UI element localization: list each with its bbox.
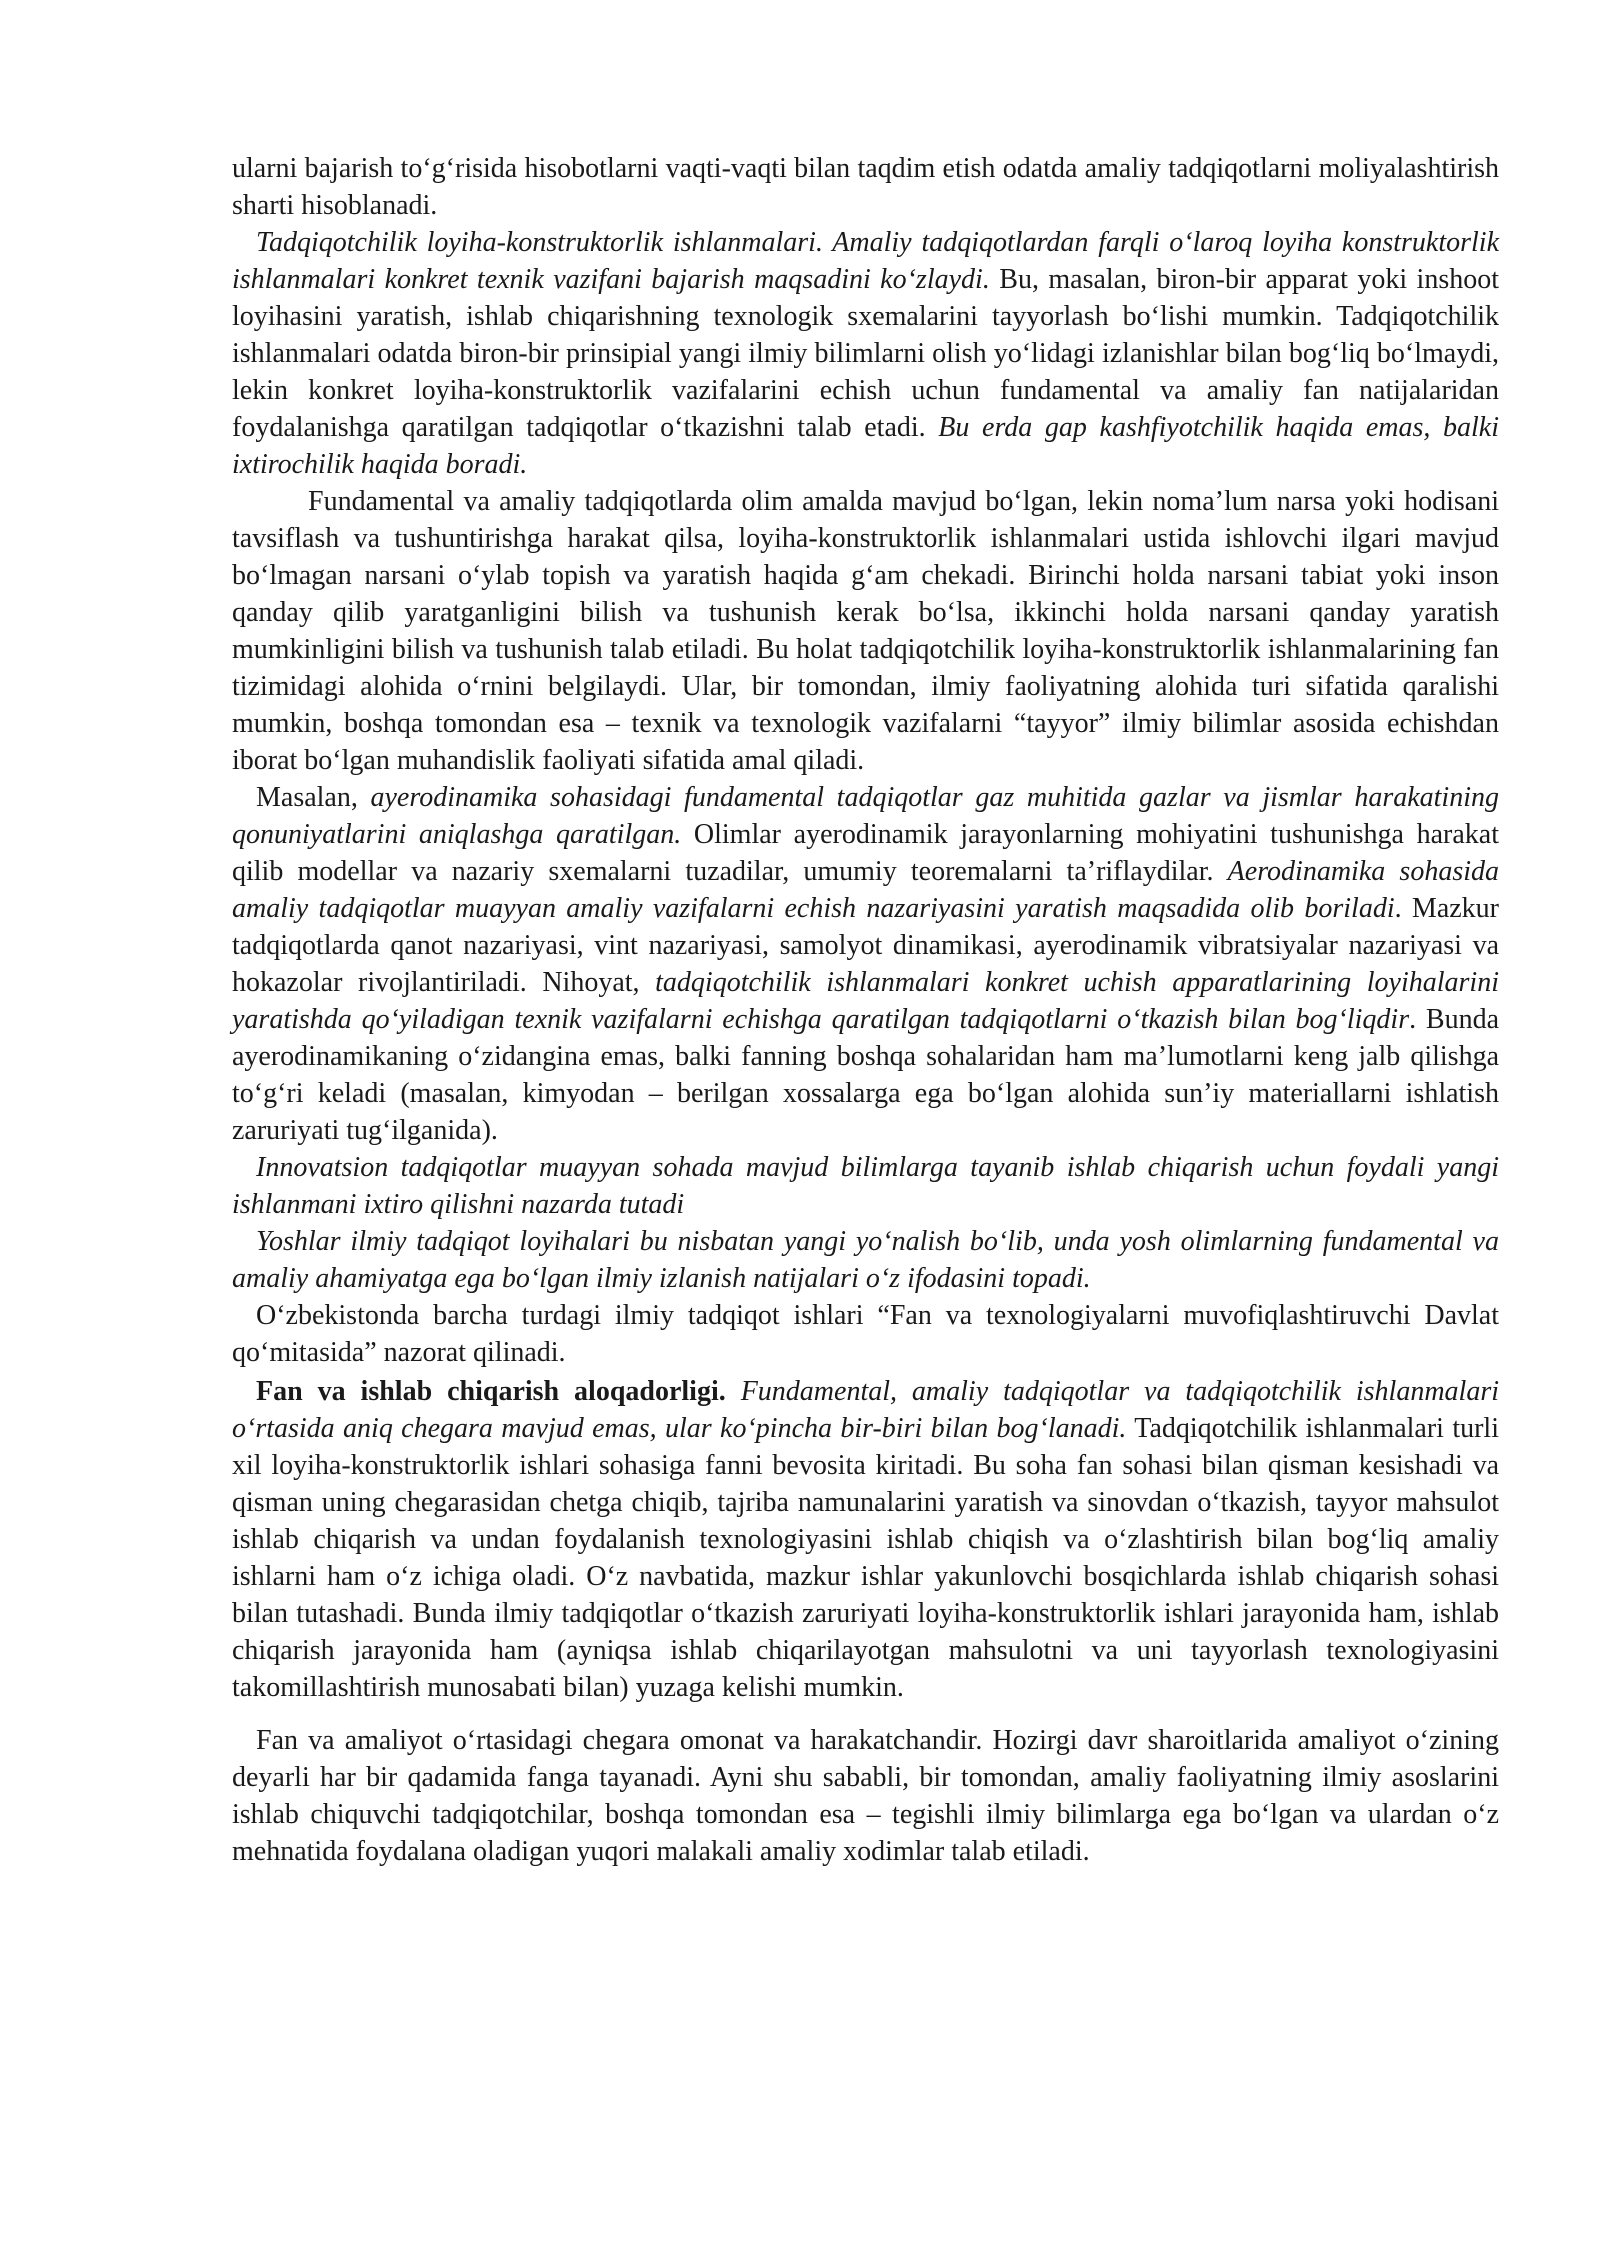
paragraph	[232, 1297, 1499, 1371]
italic-text: Innovatsion tadqiqotlar muayyan sohada mavjud bilimlarga tayanib ishlab chiqarish uchun foydali yangi ishlanmani ixtiro qilishni nazarda tutadi	[232, 1152, 1499, 1220]
paragraph	[232, 224, 1499, 483]
italic-text: Bu erda gap kashfiyotchilik haqida emas, balki ixtirochilik haqida boradi.	[232, 412, 1500, 480]
section-heading: Tadqiqotchilik loyiha-konstruktorlik ishlanmalari.	[256, 227, 823, 258]
paragraph	[232, 1149, 1499, 1223]
paragraph	[232, 1373, 1499, 1706]
italic-text: Aerodinamika sohasida amaliy tadqiqotlar muayyan amaliy vazifalarni echish nazariyasini yaratish maqsadida olib boriladi	[232, 856, 1499, 924]
paragraph	[232, 150, 1499, 224]
paragraph	[232, 779, 1499, 1149]
italic-text: tadqiqotchilik ishlanmalari konkret uchish apparatlarining loyihalarini yaratishda qo‘yiladigan texnik vazifalarni echishga qaratilgan tadqiqotlarni o‘tkazish bilan bog‘liqdir	[232, 967, 1499, 1035]
section-heading: Fan va ishlab chiqarish aloqadorligi.	[256, 1376, 726, 1407]
paragraph-text: ularni bajarish to‘g‘risida hisobotlarni vaqti-vaqti bilan taqdim etish odatda amaliy tadqiqotlarni moliyalashtirish sharti hisoblanadi.	[232, 153, 1499, 221]
paragraph-text: Masalan,	[256, 782, 371, 813]
paragraph-text: Tadqiqotchilik ishlanmalari turli xil loyiha-konstruktorlik ishlari sohasiga fanni bevosita kiritadi. Bu soha fan sohasi bilan qisman kesishadi va qisman uning chegarasidan chetga chiqib, tajriba namunalarini yaratish va sinovdan o‘tkazish, tayyor mahsulot ishlab chiqarish va undan foydalanish texnologiyasini ishlab chiqish va o‘zlashtirish bilan bog‘liq amaliy ishlarni ham o‘z ichiga oladi. O‘z navbatida, mazkur ishlar yakunlovchi bosqichlarda ishlab chiqarish sohasi bilan tutashadi. Bunda ilmiy tadqiqotlar o‘tkazish zaruriyati loyiha-konstruktorlik ishlari jarayonida ham, ishlab chiqarish jarayonida ham (ayniqsa ishlab chiqarilayotgan mahsulotni va uni tayyorlash texnologiyasini takomillashtirish munosabati bilan) yuzaga kelishi mumkin.	[232, 1413, 1499, 1703]
italic-text: ayerodinamika sohasidagi fundamental tadqiqotlar gaz muhitida gazlar va jismlar harakatining qonuniyatlarini aniqlashga qaratilgan.	[232, 782, 1499, 850]
italic-text: Amaliy tadqiqotlardan farqli o‘laroq loyiha konstruktorlik ishlanmalari konkret texnik vazifani bajarish maqsadini ko‘zlaydi.	[232, 227, 1499, 295]
document-page	[232, 150, 1499, 1870]
paragraph	[232, 483, 1499, 779]
paragraph-text: Fundamental va amaliy tadqiqotlarda olim amalda mavjud bo‘lgan, lekin noma’lum narsa yoki hodisani tavsiflash va tushuntirishga harakat qilsa, loyiha-konstruktorlik ishlanmalari ustida ishlovchi ilgari mavjud bo‘lmagan narsani o‘ylab topish va yaratish haqida g‘am chekadi. Birinchi holda narsani tabiat yoki inson qanday qilib yaratganligini bilish va tushunish kerak bo‘lsa, ikkinchi holda narsani qanday yaratish mumkinligini bilish va tushunish talab etiladi. Bu holat tadqiqotchilik loyiha-konstruktorlik ishlanmalarining fan tizimidagi alohida o‘rnini belgilaydi. Ular, bir tomondan, ilmiy faoliyatning alohida turi sifatida qaralishi mumkin, boshqa tomondan esa – texnik va texnologik vazifalarni “tayyor” ilmiy bilimlar asosida echishdan iborat bo‘lgan muhandislik faoliyati sifatida amal qiladi.	[232, 486, 1499, 776]
paragraph-text: O‘zbekistonda barcha turdagi ilmiy tadqiqot ishlari “Fan va texnologiyalarni muvofiqlashtiruvchi Davlat qo‘mitasida” nazorat qilinadi.	[232, 1300, 1499, 1368]
paragraph	[232, 1223, 1499, 1297]
paragraph-text: . Bunda ayerodinamikaning o‘zidangina emas, balki fanning boshqa sohalaridan ham ma’lumotlarni keng jalb qilishga to‘g‘ri keladi (masalan, kimyodan – berilgan xossalarga ega bo‘lgan alohida sun’iy materiallarni ishlatish zaruriyati tug‘ilganida).	[232, 1004, 1500, 1146]
italic-text: Fundamental, amaliy tadqiqotlar va tadqiqotchilik ishlanmalari o‘rtasida aniq chegara mavjud emas, ular ko‘pincha bir-biri bilan bog‘lanadi.	[232, 1376, 1499, 1444]
paragraph-text: Olimlar ayerodinamik jarayonlarning mohiyatini tushunishga harakat qilib modellar va nazariy sxemalarni tuzadilar, umumiy teoremalarni ta’riflaydilar.	[232, 819, 1499, 887]
paragraph-text: . Mazkur tadqiqotlarda qanot nazariyasi, vint nazariyasi, samolyot dinamikasi, ayerodinamik vibratsiyalar nazariyasi va hokazolar rivojlantiriladi. Nihoyat,	[232, 893, 1499, 998]
paragraph-text: Fan va amaliyot o‘rtasidagi chegara omonat va harakatchandir. Hozirgi davr sharoitlarida amaliyot o‘zining deyarli har bir qadamida fanga tayanadi. Ayni shu sababli, bir tomondan, amaliy faoliyatning ilmiy asoslarini ishlab chiquvchi tadqiqotchilar, boshqa tomondan esa – tegishli ilmiy bilimlarga ega bo‘lgan va ulardan o‘z mehnatida foydalana oladigan yuqori malakali amaliy xodimlar talab etiladi.	[232, 1725, 1499, 1867]
paragraph	[232, 1722, 1499, 1870]
italic-text: Yoshlar ilmiy tadqiqot loyihalari bu nisbatan yangi yo‘nalish bo‘lib, unda yosh olimlarning fundamental va amaliy ahamiyatga ega bo‘lgan ilmiy izlanish natijalari o‘z ifodasini topadi.	[232, 1226, 1499, 1294]
paragraph-text: Bu, masalan, biron-bir apparat yoki inshoot loyihasini yaratish, ishlab chiqarishning texnologik sxemalarini tayyorlash bo‘lishi mumkin. Tadqiqotchilik ishlanmalari odatda biron-bir prinsipial yangi ilmiy bilimlarni olish yo‘lidagi izlanishlar bilan bog‘liq bo‘lmaydi, lekin konkret loyiha-konstruktorlik vazifalarini echish uchun fundamental va amaliy fan natijalaridan foydalanishga qaratilgan tadqiqotlar o‘tkazishni talab etadi.	[232, 264, 1499, 443]
